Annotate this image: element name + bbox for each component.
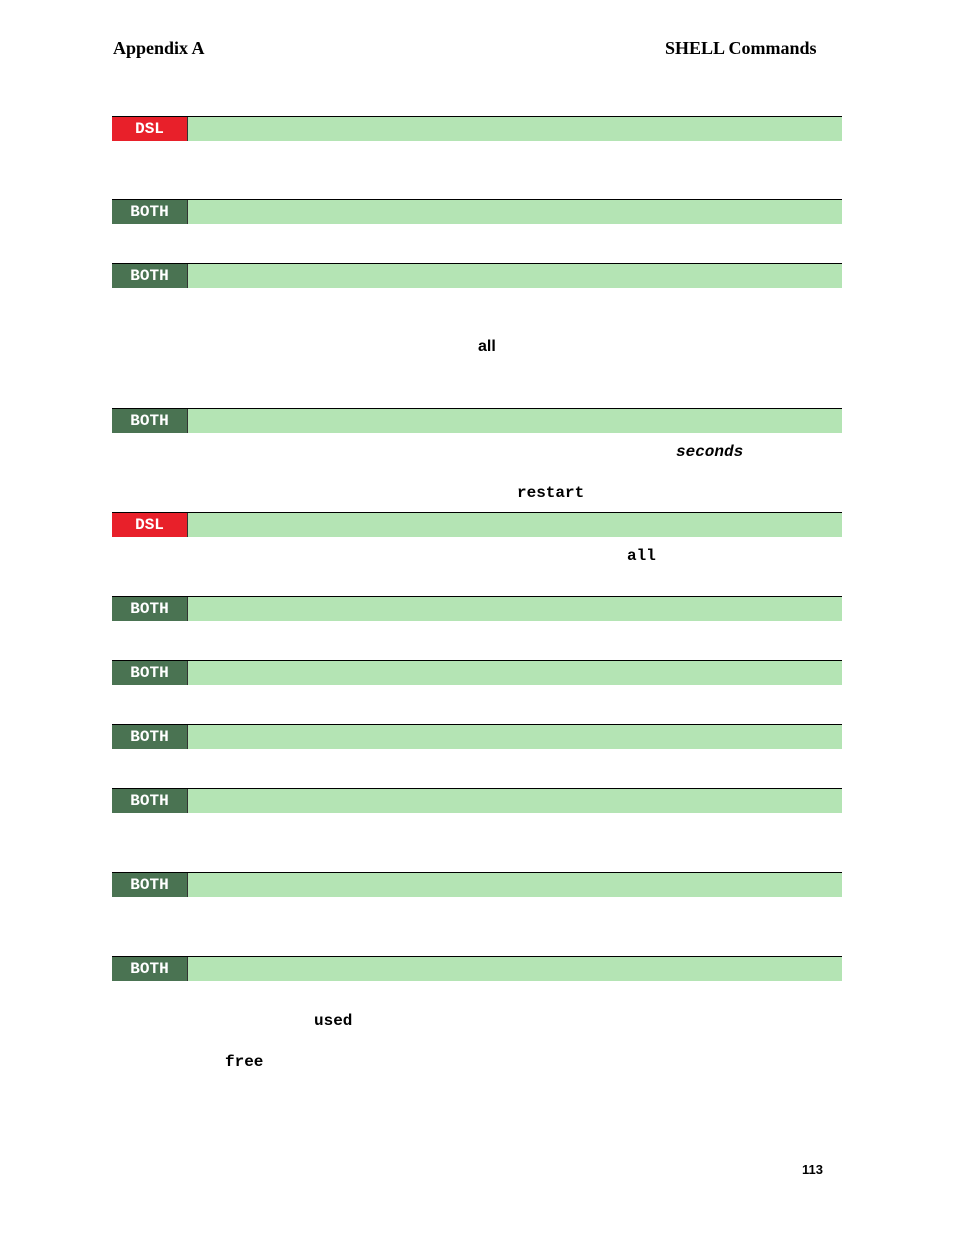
keyword-all-mono: all — [627, 547, 656, 565]
mode-badge: BOTH — [112, 264, 188, 288]
command-bar — [112, 660, 842, 685]
mode-badge: BOTH — [112, 597, 188, 621]
keyword-free: free — [225, 1053, 264, 1071]
command-bar — [112, 512, 842, 537]
header-chapter-title: SHELL Commands — [665, 38, 817, 58]
mode-badge: DSL — [112, 117, 188, 141]
command-bar — [112, 956, 842, 981]
command-bar — [112, 872, 842, 897]
keyword-used: used — [314, 1012, 353, 1030]
mode-badge: BOTH — [112, 789, 188, 813]
mode-badge: BOTH — [112, 725, 188, 749]
command-bar — [112, 596, 842, 621]
mode-badge: BOTH — [112, 661, 188, 685]
command-bar — [112, 788, 842, 813]
header-section-title: Appendix A — [113, 38, 205, 58]
command-bar — [112, 116, 842, 141]
command-bar — [112, 199, 842, 224]
keyword-seconds: seconds — [676, 443, 744, 461]
mode-badge: DSL — [112, 513, 188, 537]
keyword-all: all — [478, 338, 496, 355]
command-bar — [112, 408, 842, 433]
mode-badge: BOTH — [112, 200, 188, 224]
mode-badge: BOTH — [112, 873, 188, 897]
mode-badge: BOTH — [112, 409, 188, 433]
page-number: 113 — [802, 1162, 823, 1177]
command-bar — [112, 724, 842, 749]
command-bar — [112, 263, 842, 288]
keyword-restart: restart — [517, 484, 585, 502]
mode-badge: BOTH — [112, 957, 188, 981]
